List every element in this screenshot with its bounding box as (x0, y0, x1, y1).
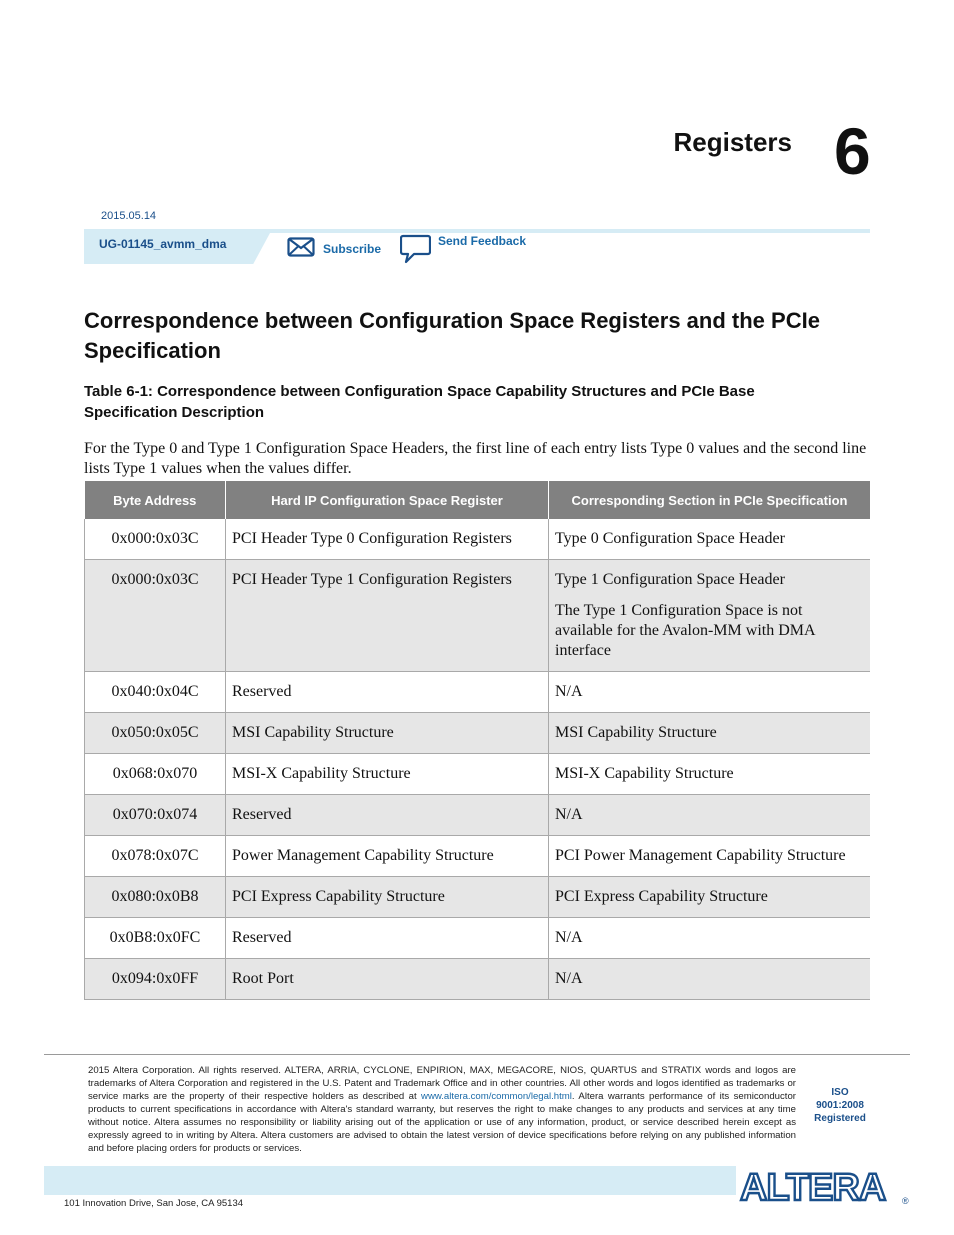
table-caption: Table 6-1: Correspondence between Configuration Space Capability Structures and PCIe Base Specification Description (84, 383, 755, 421)
cell-register: Power Management Capability Structure (226, 836, 549, 877)
cell-address: 0x080:0x0B8 (85, 877, 226, 918)
cell-address: 0x070:0x074 (85, 795, 226, 836)
cell-section: PCI Express Capability Structure (549, 877, 871, 918)
chapter-title: Registers (673, 127, 792, 157)
logo-wordmark: ALTERA (740, 1167, 886, 1206)
cell-address: 0x068:0x070 (85, 754, 226, 795)
cell-register: PCI Express Capability Structure (226, 877, 549, 918)
iso-status: Registered (814, 1113, 866, 1124)
cell-note: The Type 1 Configuration Space is not available for the Avalon-MM with DMA interface (555, 602, 815, 659)
table-row (85, 795, 871, 836)
cell-address: 0x040:0x04C (85, 672, 226, 713)
envelope-icon (287, 237, 315, 261)
table-row (85, 918, 871, 959)
cell-address: 0x078:0x07C (85, 836, 226, 877)
cell-address: 0x0B8:0x0FC (85, 918, 226, 959)
cell-register: MSI Capability Structure (226, 713, 549, 754)
banner-rule (84, 229, 870, 233)
table-row (85, 836, 871, 877)
document-date: 2015.05.14 (101, 210, 157, 222)
table-intro: For the Type 0 and Type 1 Configuration Space Headers, the first line of each entry lists Type 0 values and the second line lists Type 1 values when the values differ. (84, 440, 867, 477)
table-row (85, 754, 871, 795)
cell-address: 0x000:0x03C (85, 560, 226, 672)
cell-section: N/A (549, 918, 871, 959)
cell-section: N/A (549, 959, 871, 1000)
iso-label: ISO (831, 1087, 849, 1098)
iso-registration (808, 1086, 872, 1125)
cell-section: Type 0 Configuration Space Header (549, 519, 871, 560)
cell-register: Root Port (226, 959, 549, 1000)
legal-text: 2015 Altera Corporation. All rights reserved. ALTERA, ARRIA, CYCLONE, ENPIRION, MAX, MEGACORE, NIOS, QUARTUS and STRATIX words and logos are trademarks of Altera Corporation and registered in the U.S. Patent and Trademark Office and in other countries. All other words and logos identified as trademarks or service marks are the property of their respective holders as described at (88, 1065, 796, 1102)
cell-section: Type 1 Configuration Space Header (555, 571, 785, 588)
cell-section-with-note (549, 560, 871, 672)
register-table (84, 481, 870, 1000)
document-banner (84, 229, 870, 264)
cell-section: N/A (549, 795, 871, 836)
subscribe-link[interactable] (287, 237, 381, 261)
cell-register: Reserved (226, 672, 549, 713)
cell-register: PCI Header Type 0 Configuration Registers (226, 519, 549, 560)
document-id: UG-01145_avmm_dma (99, 237, 227, 251)
cell-register: Reserved (226, 918, 549, 959)
altera-logo (736, 1164, 912, 1206)
footer-divider (44, 1054, 910, 1055)
logo-registered-mark: ® (902, 1196, 909, 1206)
cell-section: MSI Capability Structure (549, 713, 871, 754)
table-row (85, 560, 871, 672)
cell-section: PCI Power Management Capability Structure (549, 836, 871, 877)
table-row (85, 672, 871, 713)
column-header-register: Hard IP Configuration Space Register (226, 481, 549, 519)
column-header-pcie-section: Corresponding Section in PCIe Specification (549, 481, 871, 519)
cell-address: 0x050:0x05C (85, 713, 226, 754)
legal-notice (88, 1064, 796, 1155)
table-row (85, 877, 871, 918)
cell-register: MSI-X Capability Structure (226, 754, 549, 795)
cell-register: PCI Header Type 1 Configuration Registers (226, 560, 549, 672)
column-header-byte-address: Byte Address (85, 481, 226, 519)
section-heading: Correspondence between Configuration Space Registers and the PCIe Specification (84, 308, 820, 363)
send-feedback-link[interactable] (400, 234, 526, 268)
legal-text-continued: . Altera warrants performance of its semiconductor products to current specifications in accordance with Altera's standard warranty, but reserves the right to make changes to any products and services at any time without notice. Altera assumes no responsibility or liability arising out of the application or use of any information, product, or service described herein except as expressly agreed to in writing by Altera. Altera customers are advised to obtain the latest version of device specifications before relying on any published information and before placing orders for products or services. (88, 1091, 796, 1154)
subscribe-label[interactable]: Subscribe (323, 242, 382, 256)
table-row (85, 713, 871, 754)
cell-section: N/A (549, 672, 871, 713)
cell-section: MSI-X Capability Structure (549, 754, 871, 795)
company-address: 101 Innovation Drive, San Jose, CA 95134 (64, 1198, 244, 1209)
cell-register: Reserved (226, 795, 549, 836)
send-feedback-label[interactable]: Send Feedback (438, 234, 527, 248)
cell-address: 0x094:0x0FF (85, 959, 226, 1000)
iso-standard: 9001:2008 (816, 1100, 864, 1111)
speech-bubble-icon (400, 234, 431, 268)
table-row (85, 959, 871, 1000)
legal-link[interactable]: www.altera.com/common/legal.html (421, 1091, 572, 1102)
table-header-row (85, 481, 871, 519)
chapter-number: 6 (834, 114, 871, 188)
table-row (85, 519, 871, 560)
cell-address: 0x000:0x03C (85, 519, 226, 560)
